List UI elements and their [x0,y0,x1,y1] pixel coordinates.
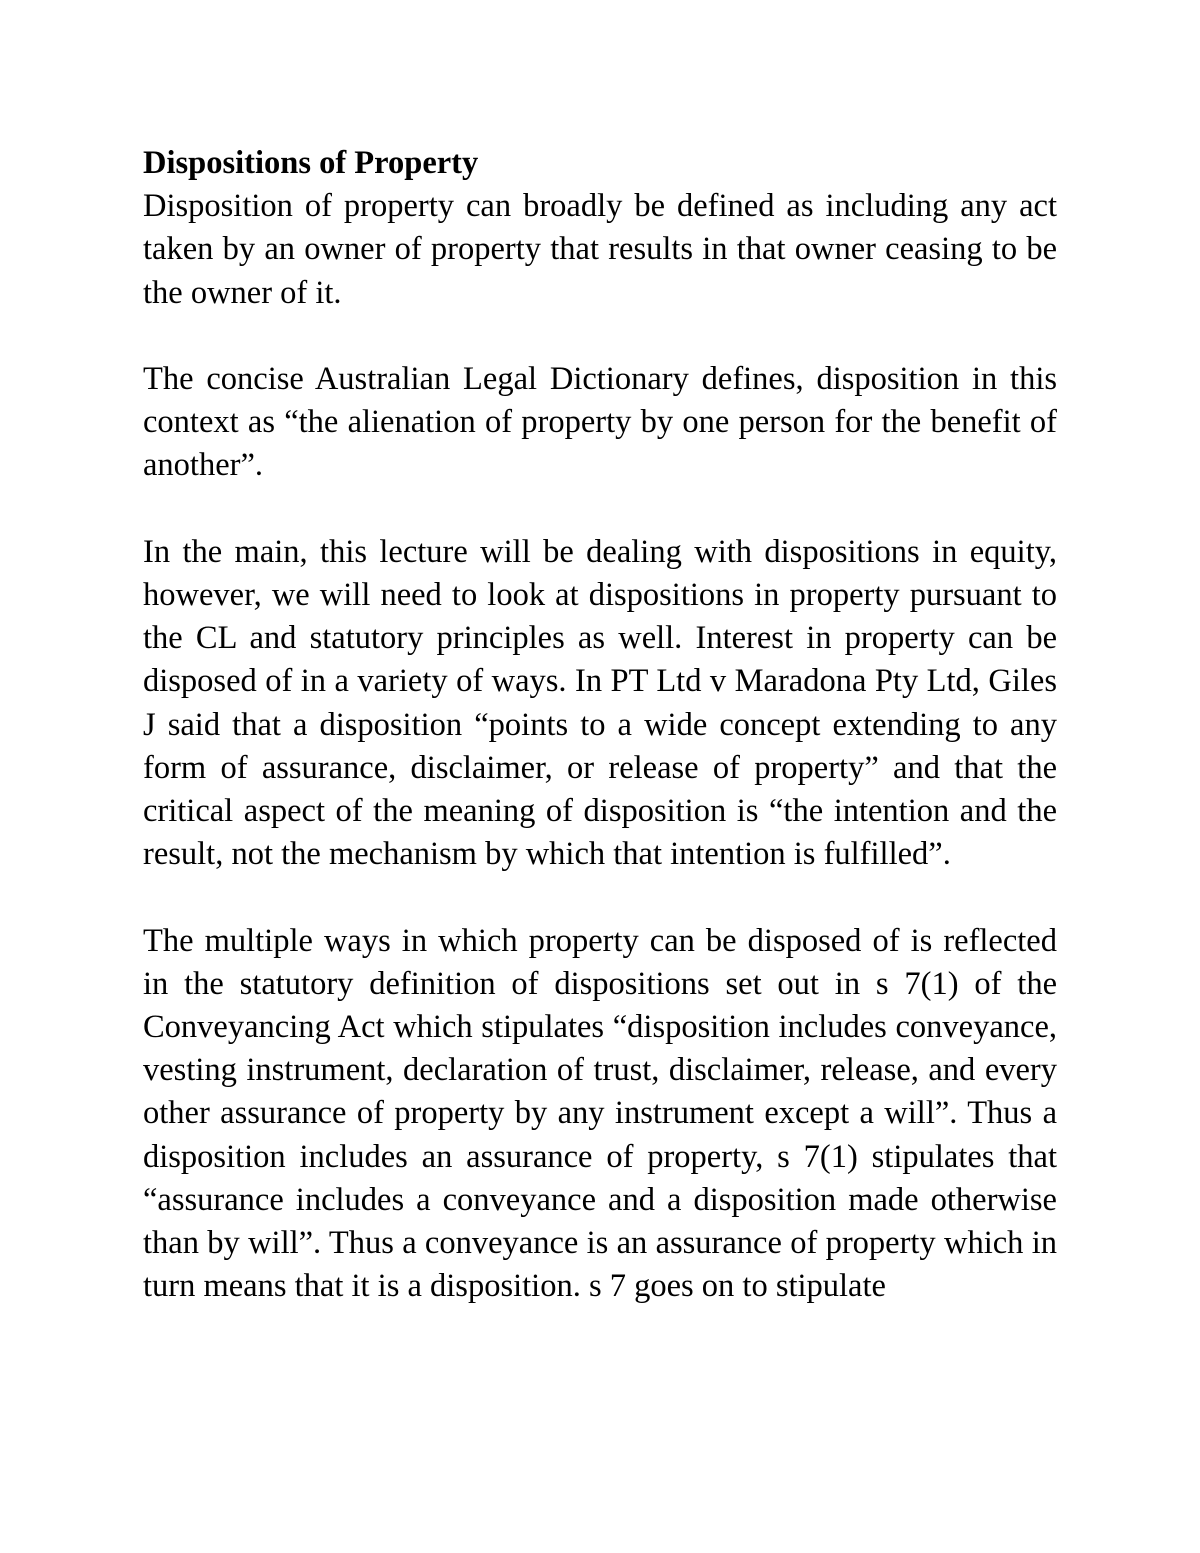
paragraph-statutory-definition: The multiple ways in which property can be disposed of is reflected in the statutory definition of dispositions set out in s 7(1) of the Conveyancing Act which stipulates “disposition includes conveyance, vesting instrument, declaration of trust, disclaimer, release, and every other assurance of property by any instrument except a will”. Thus a disposition includes an assurance of property, s 7(1) stipulates that “assurance includes a conveyance and a disposition made otherwise than by will”. Thus a conveyance is an assurance of property which in turn means that it is a disposition. s 7 goes on to stipulate [143,922,1057,1305]
paragraph-definition: Disposition of property can broadly be defined as including any act taken by an owner of property that results in that owner ceasing to be the owner of it. [143,188,1057,311]
document-body [143,142,1057,1308]
paragraph-lecture-scope: In the main, this lecture will be dealing with dispositions in equity, however, we will need to look at dispositions in property pursuant to the CL and statutory principles as well. Interest in property can be disposed of in a variety of ways. In PT Ltd v Maradona Pty Ltd, Giles J said that a disposition “points to a wide concept extending to any form of assurance, disclaimer, or release of property” and that the critical aspect of the meaning of disposition is “the intention and the result, not the mechanism by which that intention is fulfilled”. [143,533,1057,873]
paragraph-dictionary: The concise Australian Legal Dictionary defines, disposition in this context as “the alienation of property by one person for the benefit of another”. [143,361,1057,484]
document-title: Dispositions of Property [143,145,479,181]
